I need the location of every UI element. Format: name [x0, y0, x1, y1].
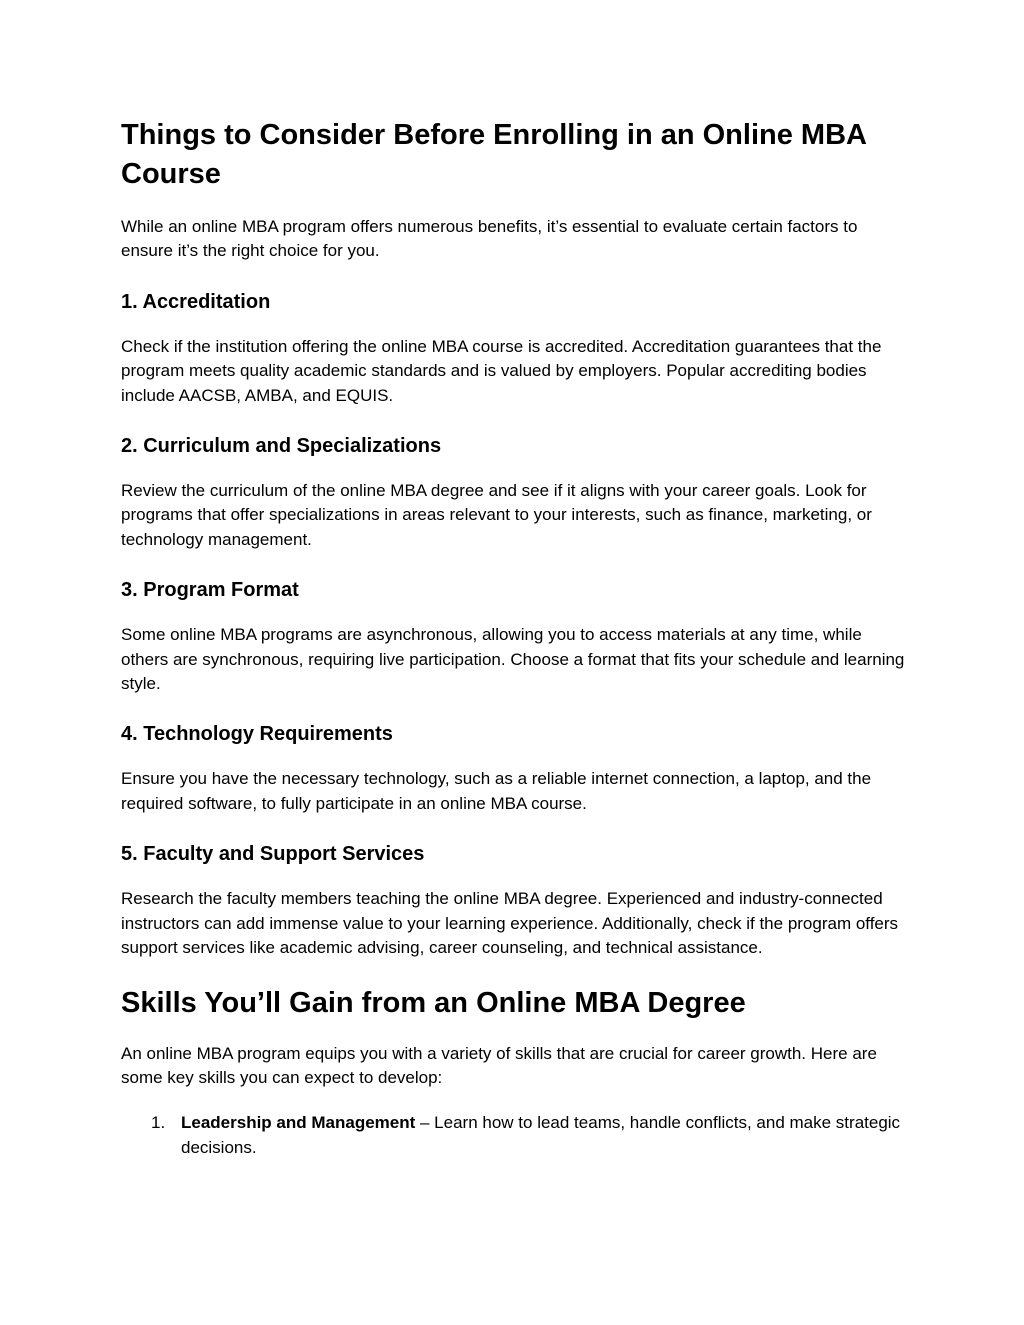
list-item [121, 1111, 911, 1160]
list-item-number: 1. [151, 1113, 166, 1133]
factor-body-accreditation: Check if the institution offering the online MBA course is accredited. Accreditation guarantees that the program meets quality academic standards and is valued by employers. Popular accrediting bodies include AACSB, AMBA, and EQUIS. [121, 336, 882, 405]
factor-heading-curriculum: 2. Curriculum and Specializations [121, 435, 442, 458]
list-item-term: Leadership and Management [181, 1113, 416, 1133]
factor-body-technology: Ensure you have the necessary technology, such as a reliable internet connection, a laptop, and the required software, to fully participate in an online MBA course. [121, 769, 872, 813]
factor-body-program-format: Some online MBA programs are asynchronous, allowing you to access materials at any time, while others are synchronous, requiring live participation. Choose a format that fits your schedule and learning style. [121, 625, 905, 694]
factor-body-curriculum: Review the curriculum of the online MBA degree and see if it aligns with your career goals. Look for programs that offer specializations in areas relevant to your interests, such as finance, marketing, or technology management. [121, 481, 872, 549]
factor-body-faculty: Research the faculty members teaching the online MBA degree. Experienced and industry-connected instructors can add immense value to your learning experience. Additionally, check if the program offers support services like academic advising, career counseling, and technical assistance. [121, 889, 899, 958]
document-title: Things to Consider Before Enrolling in an Online MBA Course [121, 119, 866, 190]
intro-paragraph: While an online MBA program offers numerous benefits, it’s essential to evaluate certain factors to ensure it’s the right choice for you. [121, 217, 858, 261]
factor-heading-accreditation: 1. Accreditation [121, 290, 271, 313]
document-page [121, 116, 911, 1160]
factor-heading-faculty: 5. Faculty and Support Services [121, 843, 425, 866]
skills-intro-paragraph: An online MBA program equips you with a variety of skills that are crucial for career growth. Here are some key skills you can expect to develop: [121, 1043, 877, 1087]
skills-list [121, 1111, 911, 1160]
factor-heading-technology: 4. Technology Requirements [121, 723, 393, 746]
list-item-description: – Learn how to lead teams, handle conflicts, and make strategic decisions. [181, 1113, 901, 1157]
skills-section-heading: Skills You’ll Gain from an Online MBA Degree [121, 986, 746, 1019]
factor-heading-program-format: 3. Program Format [121, 579, 299, 602]
